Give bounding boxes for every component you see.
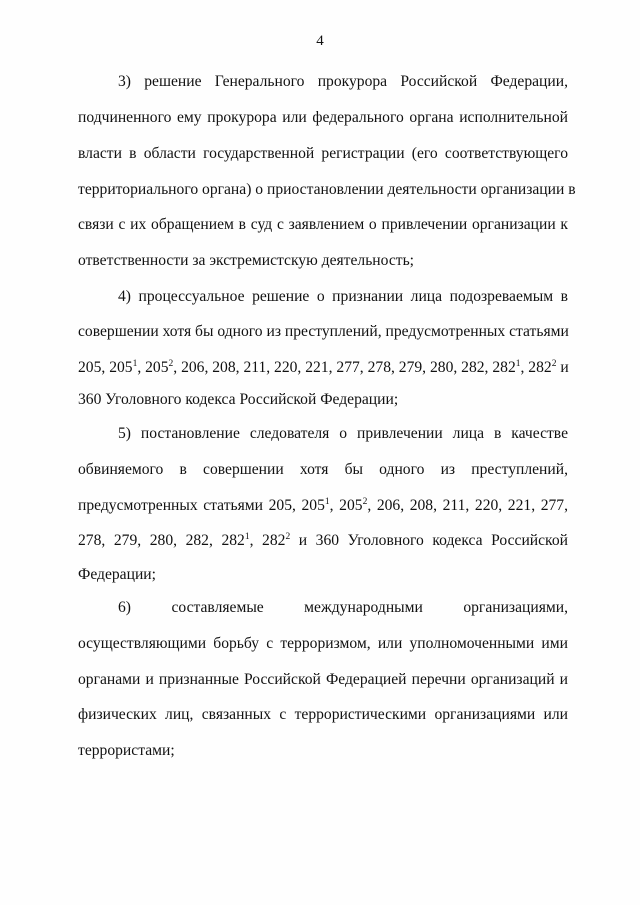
item-5-line-2: обвиняемого в совершении хотя бы одного из преступлений,	[78, 461, 568, 478]
item-3-line-6: ответственности за экстремистскую деятельность;	[78, 252, 415, 269]
text-segment: , 205	[329, 497, 363, 514]
superscript: 2	[551, 359, 557, 369]
superscript: 2	[168, 359, 174, 369]
text-segment: , 205	[137, 359, 169, 376]
item-3-line-3: власти в области государственной регистрации (его соответствующего	[78, 145, 568, 162]
item-4-line-3	[78, 358, 568, 378]
item-4-line-1: 4) процессуальное решение о признании лица подозреваемым в	[118, 288, 568, 305]
item-4-line-4: 360 Уголовного кодекса Российской Федерации;	[78, 391, 399, 408]
item-3-line-5: связи с их обращением в суд с заявлением о привлечении организации к	[78, 216, 568, 233]
text-segment: , 282	[249, 532, 286, 549]
item-4-line-2: совершении хотя бы одного из преступлений, предусмотренных статьями	[78, 323, 569, 340]
text-segment: и 360 Уголовного кодекса Российской	[290, 532, 568, 549]
page-number: 4	[316, 33, 324, 49]
item-5-line-3	[78, 496, 568, 516]
item-5-line-4	[78, 531, 568, 551]
superscript: 1	[244, 532, 250, 542]
item-6-line-4: физических лиц, связанных с террористическими организациями или	[78, 706, 568, 723]
item-6-line-5: террористами;	[78, 742, 175, 759]
superscript: 2	[285, 532, 291, 542]
item-3-line-2: подчиненного ему прокурора или федерального органа исполнительной	[78, 109, 568, 126]
item-5-line-1: 5) постановление следователя о привлечении лица в качестве	[118, 425, 568, 442]
text-segment: , 282	[520, 359, 552, 376]
item-3-line-4: территориального органа) о приостановлении деятельности организации в	[78, 181, 576, 198]
text-segment: 205, 205	[78, 359, 133, 376]
item-6-line-3: органами и признанные Российской Федерацией перечни организаций и	[78, 671, 568, 688]
text-segment: и	[556, 359, 569, 376]
item-5-line-5: Федерации;	[78, 566, 156, 583]
superscript: 1	[515, 359, 521, 369]
item-6-line-2: осуществляющими борьбу с терроризмом, или уполномоченными ими	[78, 635, 568, 652]
superscript: 2	[362, 497, 368, 507]
text-segment: 278, 279, 280, 282, 282	[78, 532, 245, 549]
text-segment: , 206, 208, 211, 220, 221, 277, 278, 279, 280, 282, 282	[173, 359, 516, 376]
superscript: 1	[324, 497, 330, 507]
text-segment: предусмотренных статьями 205, 205	[78, 497, 325, 514]
text-segment: , 206, 208, 211, 220, 221, 277,	[367, 497, 568, 514]
item-3-line-1: 3) решение Генерального прокурора Российской Федерации,	[118, 73, 568, 90]
superscript: 1	[132, 359, 138, 369]
item-6-line-1: 6) составляемые международными организациями,	[118, 599, 568, 616]
